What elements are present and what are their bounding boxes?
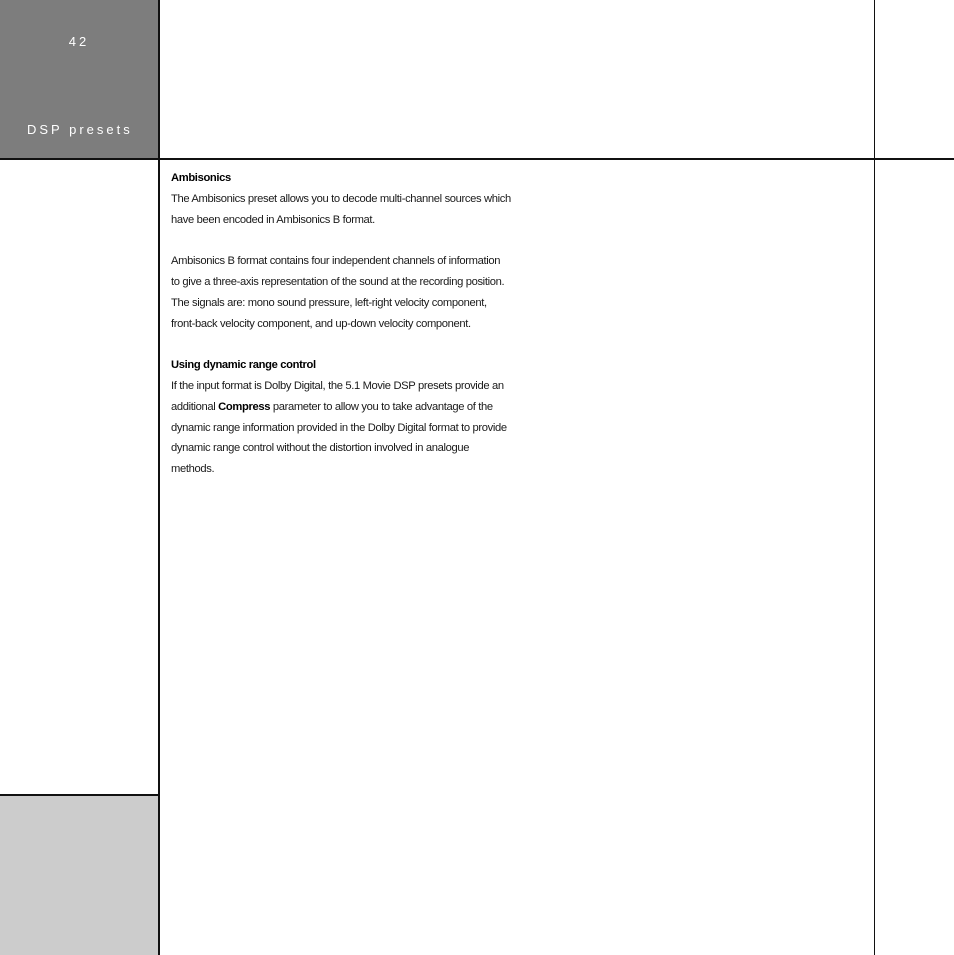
dynamic-range-text-after: parameter to allow you to take advantage of the dynamic range information provided in the Dolby Digital format to provide dynamic range control without the distortion involved in analogue methods. (171, 400, 507, 476)
left-column-rule (158, 0, 160, 955)
header-box (0, 0, 158, 158)
paragraph-gap (171, 334, 511, 355)
page-number: 42 (68, 34, 90, 49)
header-rule (0, 158, 954, 160)
ambisonics-paragraph-1: The Ambisonics preset allows you to decode multi-channel sources which have been encoded in Ambisonics B format. (171, 192, 511, 226)
dynamic-range-paragraph (171, 376, 511, 480)
section-title: DSP presets (27, 122, 133, 137)
right-column-rule (874, 0, 875, 955)
dynamic-range-heading: Using dynamic range control (171, 359, 316, 372)
ambisonics-paragraph-2: Ambisonics B format contains four independent channels of information to give a three-axis representation of the sound at the recording position. The signals are: mono sound pressure, left-right velocity component, front-back velocity component, and up-down velocity component. (171, 255, 505, 330)
paragraph-gap (171, 230, 511, 251)
main-content (171, 168, 511, 480)
compress-parameter-name: Compress (218, 400, 271, 413)
dynamic-range-text-before: If the input format is Dolby Digital, the 5.1 Movie DSP presets provide an additional (171, 379, 504, 413)
ambisonics-heading: Ambisonics (171, 172, 231, 184)
footer-box (0, 796, 158, 955)
